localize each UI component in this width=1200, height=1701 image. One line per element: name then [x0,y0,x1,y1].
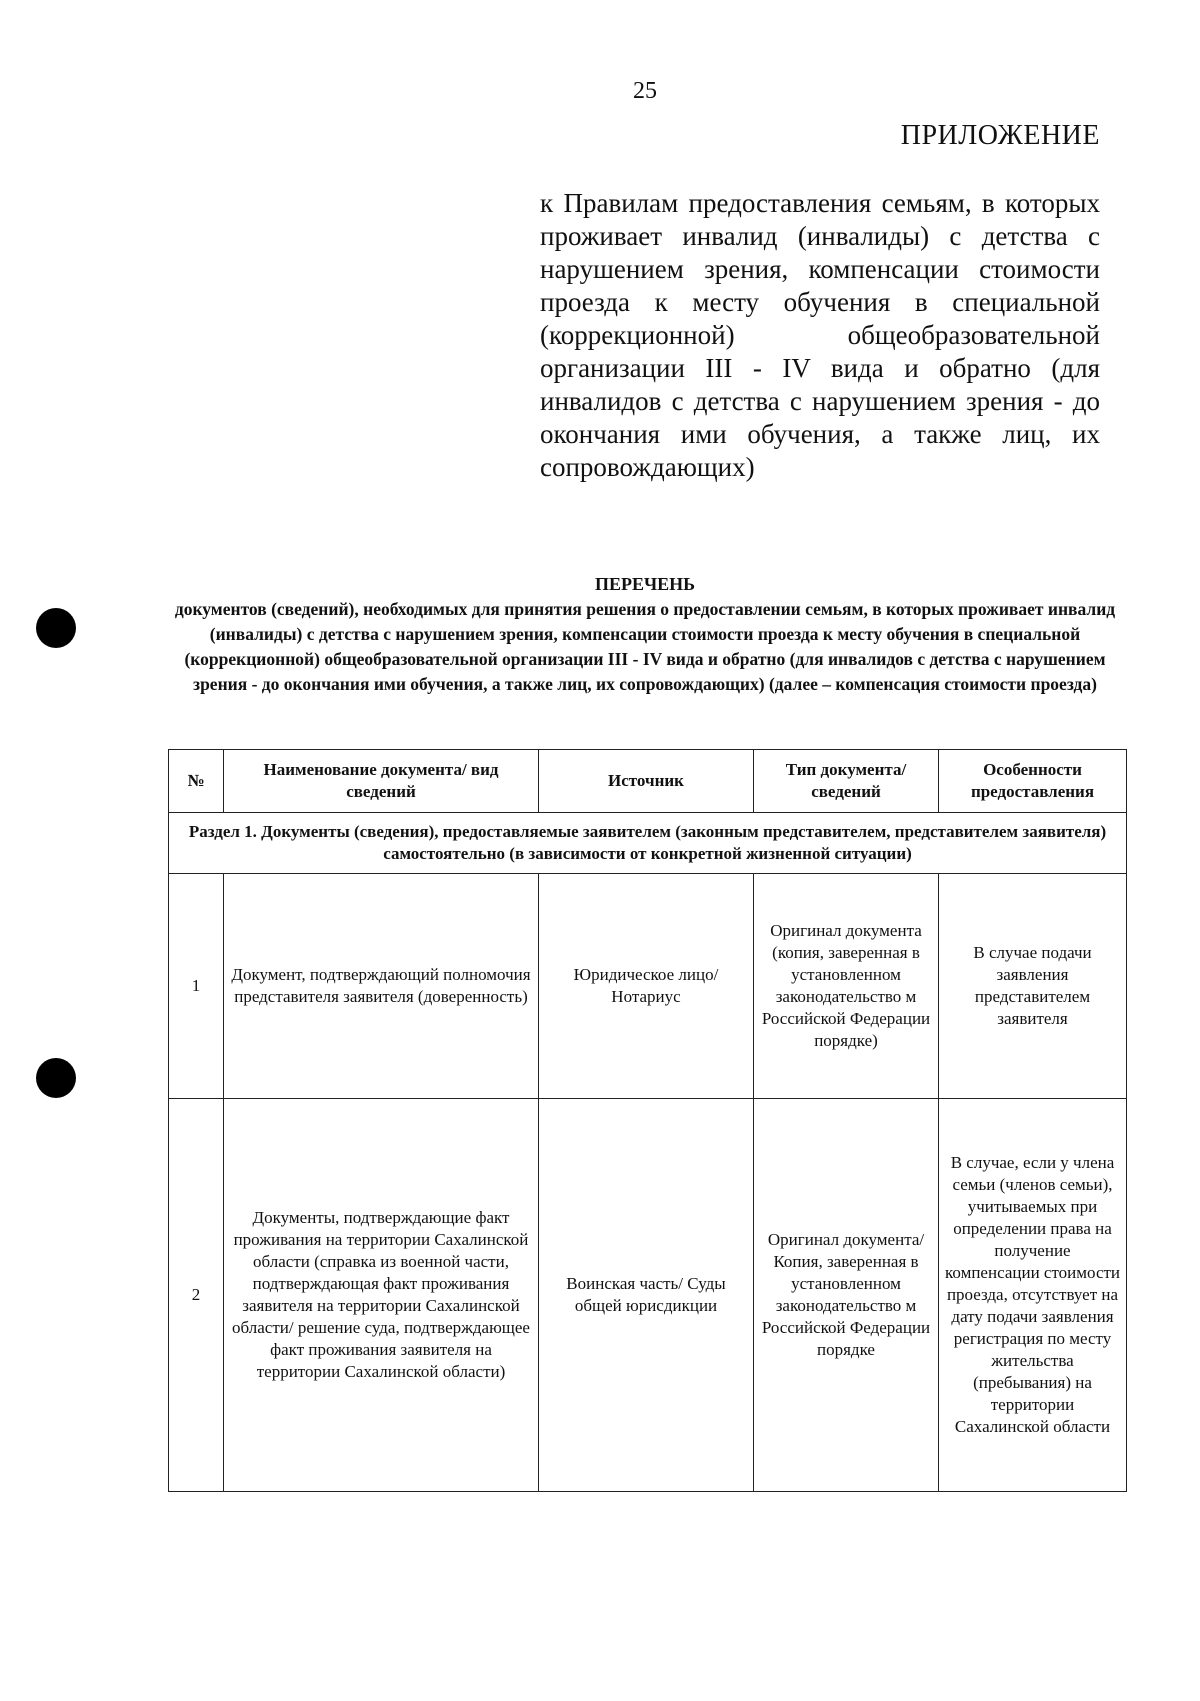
table-row [169,1099,1127,1492]
row-number: 1 [169,874,224,1099]
list-heading: ПЕРЕЧЕНЬ [594,574,696,594]
header-number: № [169,750,224,813]
punch-hole-mark [36,1058,76,1098]
appendix-text: к Правилам предоставления семьям, в которых проживает инвалид (инвалиды) с детства с нарушением зрения, компенсации стоимости проезда к месту обучения в специальной (коррекционной) общеобразовательной организации III - IV вида и обратно (для инвалидов с детства с нарушением зрения - до окончания ими обучения, а также лиц, их сопровождающих) [540,188,1100,482]
documents-table [168,749,1127,1492]
list-subheading: документов (сведений), необходимых для принятия решения о предоставлении семьям, в которых проживает инвалид (инвалиды) с детства с нарушением зрения, компенсации стоимости проезда к месту обучения в специальной (коррекционной) общеобразовательной организации III - IV вида и обратно (для инвалидов с детства с нарушением зрения - до окончания ими обучения, а также лиц, их сопровождающих) (далее – компенсация стоимости проезда) [174,599,1116,694]
header-features: Особенности предоставления [939,750,1127,813]
row-features: В случае подачи заявления представителем заявителя [939,874,1127,1099]
list-title [170,572,1120,697]
row-document-name: Документы, подтверждающие факт проживания на территории Сахалинской области (справка из военной части, подтверждающая факт проживания заявителя на территории Сахалинской области/ решение суда, подтверждающее факт проживания заявителя на территории Сахалинской области) [224,1099,539,1492]
row-document-type: Оригинал документа (копия, заверенная в установленном законодательство м Российской Федерации порядке) [754,874,939,1099]
row-source: Юридическое лицо/ Нотариус [539,874,754,1099]
header-source: Источник [539,750,754,813]
header-type: Тип документа/ сведений [754,750,939,813]
section-row [169,813,1127,874]
header-name: Наименование документа/ вид сведений [224,750,539,813]
table-header-row [169,750,1127,813]
row-document-type: Оригинал документа/Копия, заверенная в установленном законодательство м Российской Федерации порядке [754,1099,939,1492]
appendix-title: ПРИЛОЖЕНИЕ [900,120,1100,151]
row-document-name: Документ, подтверждающий полномочия представителя заявителя (доверенность) [224,874,539,1099]
punch-hole-mark [36,608,76,648]
row-number: 2 [169,1099,224,1492]
table-row [169,874,1127,1099]
section-1-title: Раздел 1. Документы (сведения), предоставляемые заявителем (законным представителем, представителем заявителя) самостоятельно (в зависимости от конкретной жизненной ситуации) [169,813,1127,874]
row-source: Воинская часть/ Суды общей юрисдикции [539,1099,754,1492]
page-number: 25 [633,78,657,104]
row-features: В случае, если у члена семьи (членов семьи), учитываемых при определении права на получение компенсации стоимости проезда, отсутствует на дату подачи заявления регистрация по месту жительства (пребывания) на территории Сахалинской области [939,1099,1127,1492]
